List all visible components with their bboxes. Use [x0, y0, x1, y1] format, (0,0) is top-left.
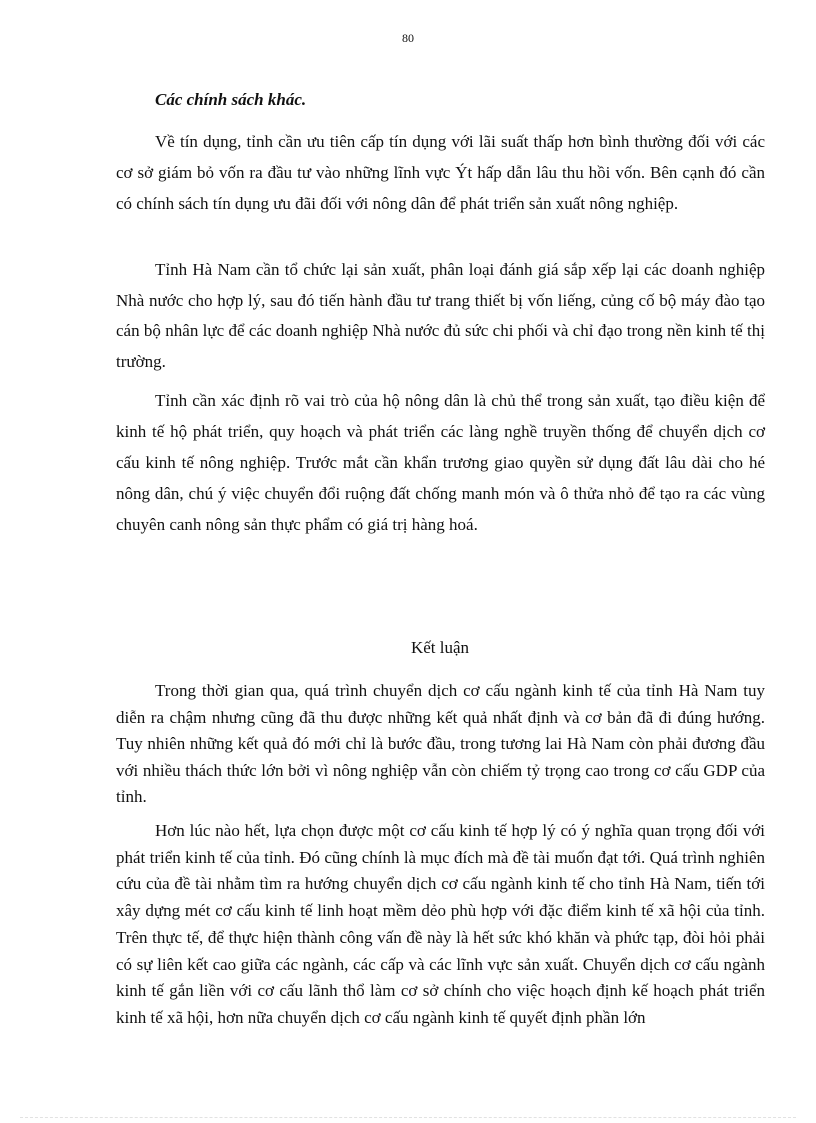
paragraph-conclusion-2: Hơn lúc nào hết, lựa chọn được một cơ cấu kinh tế hợp lý có ý nghĩa quan trọng đối với phát triển kinh tế của tỉnh. Đó cũng chính là mục đích mà đề tài muốn đạt tới. Quá trình nghiên cứu của đề tài nhằm tìm ra hướng chuyển dịch cơ cấu ngành kinh tế cho tỉnh Hà Nam, tiến tới xây dựng mét cơ cấu kinh tế linh hoạt mềm dẻo phù hợp với đặc điểm kinh tế xã hội của tỉnh. Trên thực tế, để thực hiện thành công vấn đề này là hết sức khó khăn và phức tạp, đòi hỏi phải có sự liên kết cao giữa các ngành, các cấp và các lĩnh vực sản xuất. Chuyển dịch cơ cấu ngành kinh tế gắn liền với cơ cấu lãnh thổ làm cơ sở chính cho việc hoạch định kế hoạch phát triển kinh tế xã hội, hơn nữa chuyển dịch cơ cấu ngành kinh tế quyết định phần lớn	[116, 821, 765, 1027]
page-number: 80	[402, 31, 414, 45]
conclusion-title: Kết luận	[410, 638, 470, 657]
paragraph-credit-policy: Về tín dụng, tỉnh cần ưu tiên cấp tín dụng với lãi suất thấp hơn bình thường đối với các cơ sở giám bỏ vốn ra đầu tư vào những lĩnh vực Ýt hấp dẫn lâu thu hồi vốn. Bên cạnh đó cần có chính sách tín dụng ưu đãi đối với nông dân để phát triển sản xuất nông nghiệp.	[116, 132, 765, 213]
paragraph-enterprise-reorganization: Tỉnh Hà Nam cần tổ chức lại sản xuất, phân loại đánh giá sắp xếp lại các doanh nghiệp Nhà nước cho hợp lý, sau đó tiến hành đầu tư trang thiết bị vốn liếng, củng cố bộ máy đào tạo cán bộ nhân lực để các doanh nghiệp Nhà nước đủ sức chi phối và chỉ đạo trong nền kinh tế thị trường.	[116, 260, 765, 371]
page-bottom-divider	[20, 1117, 796, 1118]
paragraph-household-economy: Tỉnh cần xác định rõ vai trò của hộ nông dân là chủ thể trong sản xuất, tạo điều kiện để kinh tế hộ phát triển, quy hoạch và phát triển các làng nghề truyền thống để chuyển dịch cơ cấu kinh tế nông nghiệp. Trước mắt cần khẩn trương giao quyền sử dụng đất lâu dài cho hé nông dân, chú ý việc chuyển đổi ruộng đất chống manh món và ô thửa nhỏ để tạo ra các vùng chuyên canh nông sản thực phẩm có giá trị hàng hoá.	[116, 391, 765, 534]
paragraph-conclusion-1: Trong thời gian qua, quá trình chuyển dịch cơ cấu ngành kinh tế của tỉnh Hà Nam tuy diễn ra chậm nhưng cũng đã thu được những kết quả nhất định và cơ bản đã đi đúng hướng. Tuy nhiên những kết quả đó mới chỉ là bước đầu, trong tương lai Hà Nam còn phải đương đầu với nhiều thách thức lớn bởi vì nông nghiệp vẫn còn chiếm tỷ trọng cao trong cơ cấu GDP của tỉnh.	[116, 681, 765, 806]
section-heading-other-policies: Các chính sách khác.	[155, 90, 307, 109]
